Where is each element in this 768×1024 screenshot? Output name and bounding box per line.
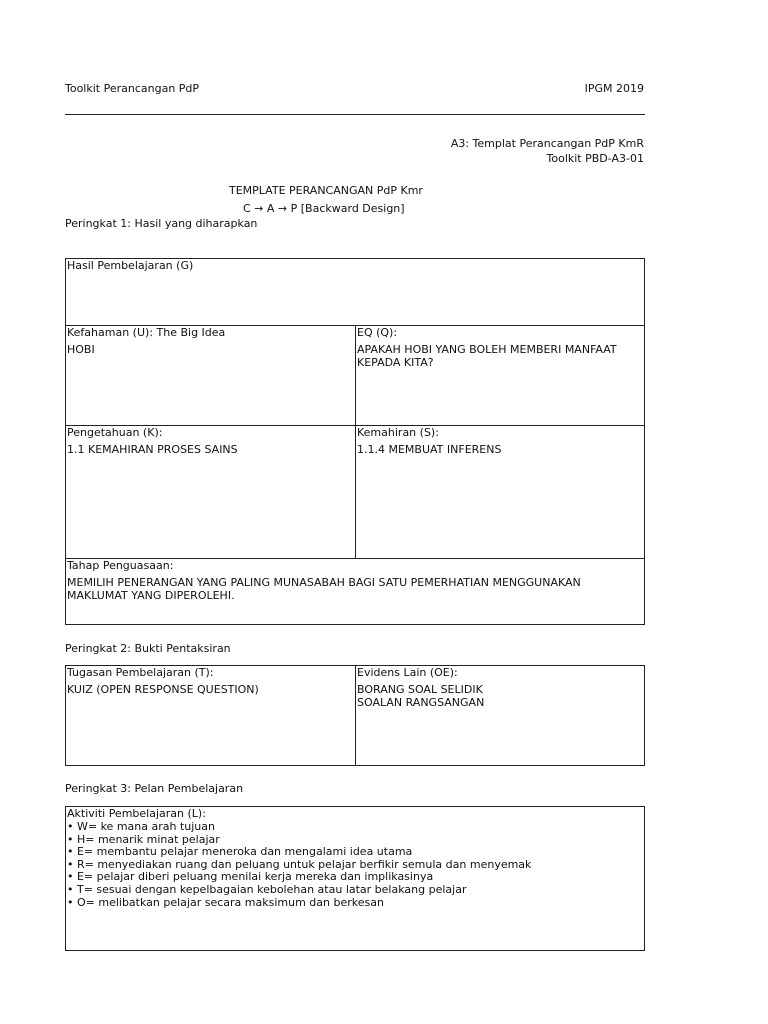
kemahiran-label: Kemahiran (S): <box>357 426 439 439</box>
doc-code: Toolkit PBD-A3-01 <box>546 152 644 165</box>
kefahaman-value: HOBI <box>67 343 95 356</box>
header-left-text: Toolkit Perancangan PdP <box>65 82 200 95</box>
list-item: • O= melibatkan pelajar secara maksimum dan berkesan <box>67 895 384 909</box>
template-subtitle: C → A → P [Backward Design] <box>243 202 405 215</box>
tahap-value: MEMILIH PENERANGAN YANG PALING MUNASABAH BAGI SATU PEMERHATIAN MENGGUNAKAN MAKLUMAT YANG DIPEROLEHI. <box>67 576 581 602</box>
stage2-table <box>65 665 645 766</box>
stage3-heading: Peringkat 3: Pelan Pembelajaran <box>65 782 244 795</box>
list-item: • E= pelajar diberi peluang menilai kerja mereka dan implikasinya <box>67 870 434 884</box>
hasil-label: Hasil Pembelajaran (G) <box>67 259 194 272</box>
aktiviti-list <box>67 821 531 909</box>
header-divider <box>65 114 645 115</box>
list-item: • E= membantu pelajar meneroka dan mengalami idea utama <box>67 845 413 859</box>
aktiviti-label: Aktiviti Pembelajaran (L): <box>67 807 206 820</box>
stage1-heading: Peringkat 1: Hasil yang diharapkan <box>65 217 258 230</box>
column-divider <box>355 325 356 558</box>
stage3-table <box>65 806 645 951</box>
stage1-table <box>65 258 645 625</box>
list-item: • H= menarik minat pelajar <box>67 832 220 846</box>
evidens-value-2: SOALAN RANGSANGAN <box>357 696 485 709</box>
list-item: • W= ke mana arah tujuan <box>67 820 215 833</box>
pengetahuan-label: Pengetahuan (K): <box>67 426 163 439</box>
evidens-label: Evidens Lain (OE): <box>357 666 458 679</box>
header-right-text: IPGM 2019 <box>584 82 644 95</box>
column-divider <box>355 666 356 765</box>
template-title: TEMPLATE PERANCANGAN PdP Kmr <box>229 184 423 197</box>
pengetahuan-value: 1.1 KEMAHIRAN PROSES SAINS <box>67 443 238 456</box>
evidens-value-1: BORANG SOAL SELIDIK <box>357 683 483 696</box>
stage2-heading: Peringkat 2: Bukti Pentaksiran <box>65 642 231 655</box>
eq-value: APAKAH HOBI YANG BOLEH MEMBERI MANFAAT KEPADA KITA? <box>357 343 617 369</box>
kefahaman-label: Kefahaman (U): The Big Idea <box>67 326 226 339</box>
kemahiran-value: 1.1.4 MEMBUAT INFERENS <box>357 443 502 456</box>
list-item: • R= menyediakan ruang dan peluang untuk pelajar berfikir semula dan menyemak <box>67 857 532 871</box>
tahap-label: Tahap Penguasaan: <box>67 559 174 572</box>
eq-label: EQ (Q): <box>357 326 398 339</box>
tugasan-label: Tugasan Pembelajaran (T): <box>67 666 214 679</box>
tugasan-value: KUIZ (OPEN RESPONSE QUESTION) <box>67 683 259 696</box>
list-item: • T= sesuai dengan kepelbagaian kebolehan atau latar belakang pelajar <box>67 882 467 896</box>
doc-title: A3: Templat Perancangan PdP KmR <box>450 137 644 150</box>
